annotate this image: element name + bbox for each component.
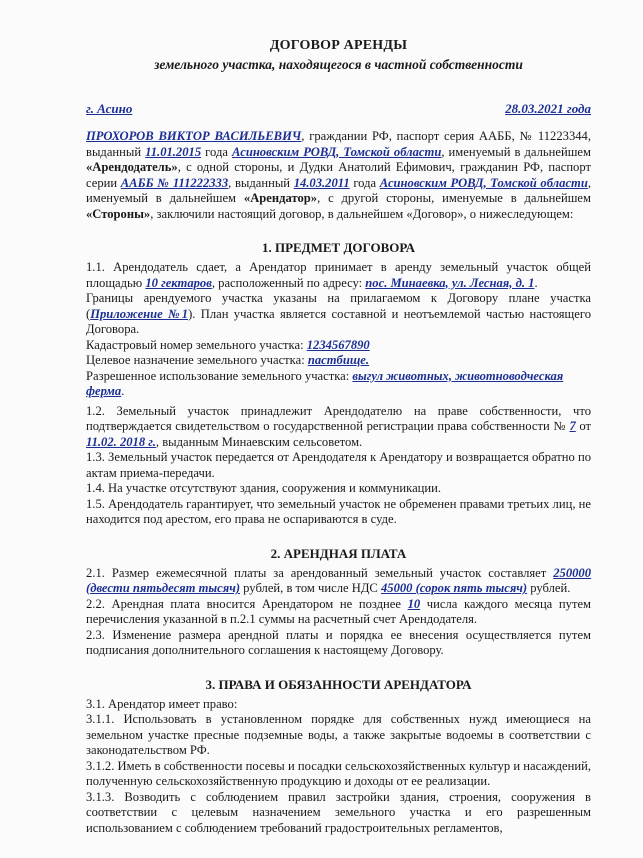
- section-2-heading: 2. АРЕНДНАЯ ПЛАТА: [270, 545, 407, 561]
- document-subtitle: земельного участка, находящегося в частной собственности: [154, 57, 523, 72]
- purpose-field: пастбище.: [307, 353, 370, 367]
- purpose-label: Целевое назначение земельного участка:: [86, 353, 308, 367]
- certificate-number: 7: [569, 419, 576, 433]
- clause-text: 1.1. Арендодатель сдает, а Арендатор принимает в аренду земельный участок общей площадью: [86, 260, 591, 290]
- address-field: пос. Минаевка, ул. Лесная, д. 1: [365, 275, 535, 290]
- section-1-heading: 1. ПРЕДМЕТ ДОГОВОРА: [261, 240, 416, 255]
- intro-paragraph: [86, 129, 591, 222]
- clause-text: 2.1. Размер ежемесячной платы за арендованный земельный участок составляет: [86, 565, 554, 580]
- clause-text: рублей.: [527, 581, 571, 595]
- lessor-issuer: Асиновским РОВД, Томской области: [232, 144, 442, 159]
- intro-text: , с одной стороны, и Дудки Анатолий Ефимович, гражданин РФ, паспорт серии: [86, 160, 591, 190]
- purpose-row: [86, 353, 591, 369]
- clause-text: от: [575, 419, 591, 433]
- lessor-name: ПРОХОРОВ ВИКТОР ВАСИЛЬЕВИЧ: [86, 129, 302, 143]
- cadastral-field: 1234567890: [306, 337, 370, 352]
- intro-text: года: [349, 175, 380, 190]
- use-label: Разрешенное использование земельного участка:: [86, 368, 353, 383]
- clause-text: числа каждого месяца путем перечисления указанной в п.2.1 суммы на расчетный счет Арендодателя.: [86, 596, 592, 626]
- clause-2-1: [86, 566, 591, 597]
- section-3-heading: 3. ПРАВА И ОБЯЗАННОСТИ АРЕНДАТОРА: [205, 676, 472, 692]
- clause-3-1-1: 3.1.1. Использовать в установленном порядке для собственных нужд имеющиеся на земельном участке пресные подземные воды, а также закрытые водоемы в соответствии с законодательством РФ.: [86, 712, 591, 757]
- clause-3-1: 3.1. Арендатор имеет право:: [86, 696, 238, 711]
- document-title: ДОГОВОР АРЕНДЫ: [269, 38, 408, 53]
- clause-1-3: 1.3. Земельный участок передается от Арендодателя к Арендатору и возвращается обратно по актам приема-передачи.: [86, 450, 591, 480]
- city-field: г. Асино: [86, 101, 133, 116]
- clause-2-2: [86, 597, 591, 628]
- clause-1-5: 1.5. Арендодатель гарантирует, что земельный участок не обременен правами третьих лиц, не находится под арестом, его права не оспариваются в суде.: [86, 496, 591, 526]
- cadastral-label: Кадастровый номер земельного участка:: [86, 337, 307, 352]
- use-field: выгул животных, животноводческая ферма: [86, 368, 564, 398]
- intro-text: , граждании РФ, паспорт серия ААББ, № 11223344, выданный: [86, 129, 591, 159]
- clause-text: , расположенный по адресу:: [211, 275, 366, 290]
- clause-text: Границы арендуемого участка указаны на прилагаемом к Договору плане участка (: [86, 291, 591, 321]
- clause-3-1-2: 3.1.2. Иметь в собственности посевы и посадки сельскохозяйственных культур и насаждений, полученную сельскохозяйственную продукцию и доходы от ее реализации.: [86, 758, 591, 788]
- date-field: 28.03.2021 года: [505, 101, 591, 116]
- clause-text: ). План участка является составной и неотъемлемой частью настоящего Договора.: [86, 306, 591, 336]
- clause-3-1-3: 3.1.3. Возводить с соблюдением правил застройки здания, строения, сооружения в соответствии с целевым назначением земельного участка и его разрешенным использованием с соблюдением требований градостроительных регламентов,: [86, 789, 591, 835]
- clause-text: 2.2. Арендная плата вносится Арендатором не позднее: [86, 596, 408, 611]
- lessee-issuer: Асиновским РОВД, Томской области: [379, 175, 588, 190]
- intro-text: , с другой стороны, именуемые в дальнейшем: [317, 191, 591, 205]
- clause-text: .: [534, 275, 538, 290]
- intro-text: , именуемый в дальнейшем: [86, 175, 591, 205]
- lessor-passport-date: 11.01.2015: [145, 144, 202, 159]
- intro-text: года: [201, 144, 233, 159]
- city-date-line: [86, 101, 591, 117]
- lessee-passport-date: 14.03.2011: [293, 175, 350, 190]
- vat-amount: 45000 (сорок пять тысяч): [380, 581, 528, 595]
- use-row: [86, 369, 591, 400]
- lessee-passport: ААББ № 111222333: [120, 175, 229, 190]
- clause-1-2: [86, 404, 591, 451]
- area-field: 10 гектаров: [145, 275, 212, 290]
- clause-2-3: 2.3. Изменение размера арендной платы и порядка ее внесения осуществляется путем подписания дополнительного соглашения к настоящему Договору.: [86, 627, 591, 657]
- certificate-date: 11.02. 2018 г.: [86, 434, 156, 449]
- clause-text: 1.2. Земельный участок принадлежит Арендодателю на праве собственности, что подтверждается свидетельством о государственной регистрации права собственности №: [86, 403, 591, 433]
- lessor-role: «Арендодатель»: [86, 160, 178, 174]
- use-end: .: [121, 384, 125, 398]
- rent-amount: 250000 (двести пятьдесят тысяч): [86, 565, 591, 595]
- clause-text: рублей, в том числе НДС: [240, 581, 381, 595]
- payment-day: 10: [407, 596, 421, 611]
- clause-text: , выданным Минаевским сельсоветом.: [155, 434, 363, 449]
- appendix-field: Приложение №1: [90, 306, 189, 321]
- intro-text: , именуемый в дальнейшем: [441, 144, 591, 159]
- intro-text: , заключили настоящий договор, в дальнейшем «Договор», о нижеследующем:: [150, 206, 574, 221]
- parties-term: «Стороны»: [86, 206, 151, 221]
- clause-1-4: 1.4. На участке отсутствуют здания, сооружения и коммуникации.: [86, 481, 442, 495]
- intro-text: , выданный: [228, 175, 294, 190]
- lessee-role: «Арендатор»: [243, 191, 318, 205]
- clause-1-1: [86, 260, 591, 338]
- cadastral-row: [86, 338, 591, 354]
